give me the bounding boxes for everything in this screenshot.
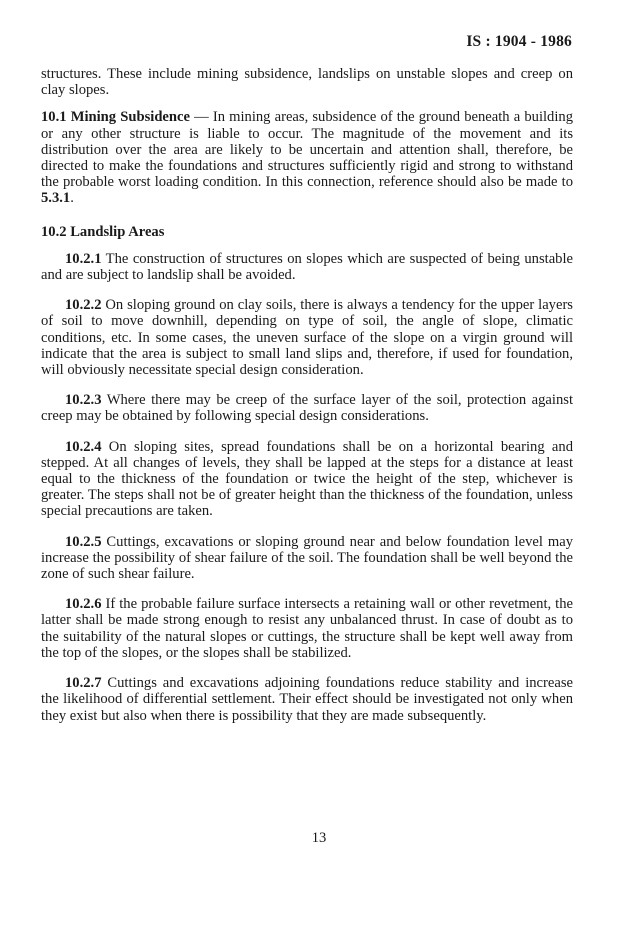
clause-10-1 — [41, 109, 573, 206]
clause-10-2-5-number: 10.2.5 — [65, 533, 102, 550]
clause-10-2-4-text: On sloping sites, spread foundations shall be on a horizontal bearing and stepped. At all changes of levels, they shall be lapped at the steps for a distance at least equal to the thickness of the foundation or twice the height of the step, whichever is greater. The steps shall not be of greater height than the thickness of the foundation, unless special precautions are taken. — [41, 438, 573, 520]
clause-10-2-3-text: Where there may be creep of the surface layer of the soil, protection against creep may be obtained by following special design considerations. — [41, 392, 573, 425]
intro-paragraph — [41, 66, 573, 98]
clause-10-1-end: . — [70, 190, 74, 207]
clause-10-2-2-number: 10.2.2 — [65, 297, 102, 314]
clause-10-2-1 — [41, 251, 573, 283]
clause-10-1-reference: 5.3.1 — [41, 190, 71, 207]
clause-10-2-7-text: Cuttings and excavations adjoining foundations reduce stability and increase the likelihood of differential settlement. Their effect should be investigated not only when they exist but also when there is possibility that they are made subsequently. — [41, 675, 573, 724]
clause-10-2-3 — [41, 392, 573, 424]
clause-10-1-title: Mining Subsidence — [70, 109, 190, 126]
page-body — [41, 66, 573, 724]
clause-10-2-6-text: If the probable failure surface intersects a retaining wall or other revetment, the latter shall be made strong enough to resist any unbalanced thrust. In case of doubt as to the suitability of the natural slopes or cuttings, the structure shall be kept well away from the top of the slopes, or the slopes shall be stabilized. — [41, 596, 573, 661]
page-number: 13 — [311, 830, 327, 846]
clause-10-1-text: — In mining areas, subsidence of the ground beneath a building or any other structure is liable to occur. The magnitude of the movement and its distribution over the area are likely to be uncertain and attention shall, therefore, be directed to make the foundations and structures sufficiently rigid and strong to withstand the probable worst loading condition. In this connection, reference should also be made to — [41, 109, 573, 191]
section-heading-10-2: 10.2 Landslip Areas — [41, 223, 165, 240]
standard-code-header: IS : 1904 - 1986 — [466, 33, 572, 50]
clause-10-2-5 — [41, 534, 573, 583]
clause-10-1-number: 10.1 — [41, 109, 67, 126]
clause-10-2-2-text: On sloping ground on clay soils, there is always a tendency for the upper layers of soil to move downhill, depending on type of soil, the angle of slope, climatic conditions, etc. In some cases, the uneven surface of the slope on a virgin ground will indicate that the area is subject to small land slips and, therefore, if used for foundation, will obviously necessitate special design consideration. — [41, 297, 573, 379]
clause-10-2-6 — [41, 596, 573, 661]
clause-10-2-2 — [41, 297, 573, 378]
intro-text: structures. These include mining subsidence, landslips on unstable slopes and creep on clay slopes. — [41, 66, 573, 99]
clause-10-2-5-text: Cuttings, excavations or sloping ground near and below foundation level may increase the possibility of shear failure of the soil. The foundation shall be well beyond the zone of such shear failure. — [41, 533, 573, 583]
clause-10-2-1-number: 10.2.1 — [65, 250, 102, 267]
clause-10-2-1-text: The construction of structures on slopes which are suspected of being unstable and are subject to landslip shall be avoided. — [41, 250, 573, 284]
clause-10-2-4-number: 10.2.4 — [65, 438, 102, 455]
clause-10-2-6-number: 10.2.6 — [65, 596, 102, 613]
clause-10-2-4 — [41, 439, 573, 520]
clause-10-2-3-number: 10.2.3 — [65, 392, 102, 409]
clause-10-2-7 — [41, 675, 573, 724]
clause-10-2-7-number: 10.2.7 — [65, 675, 102, 692]
